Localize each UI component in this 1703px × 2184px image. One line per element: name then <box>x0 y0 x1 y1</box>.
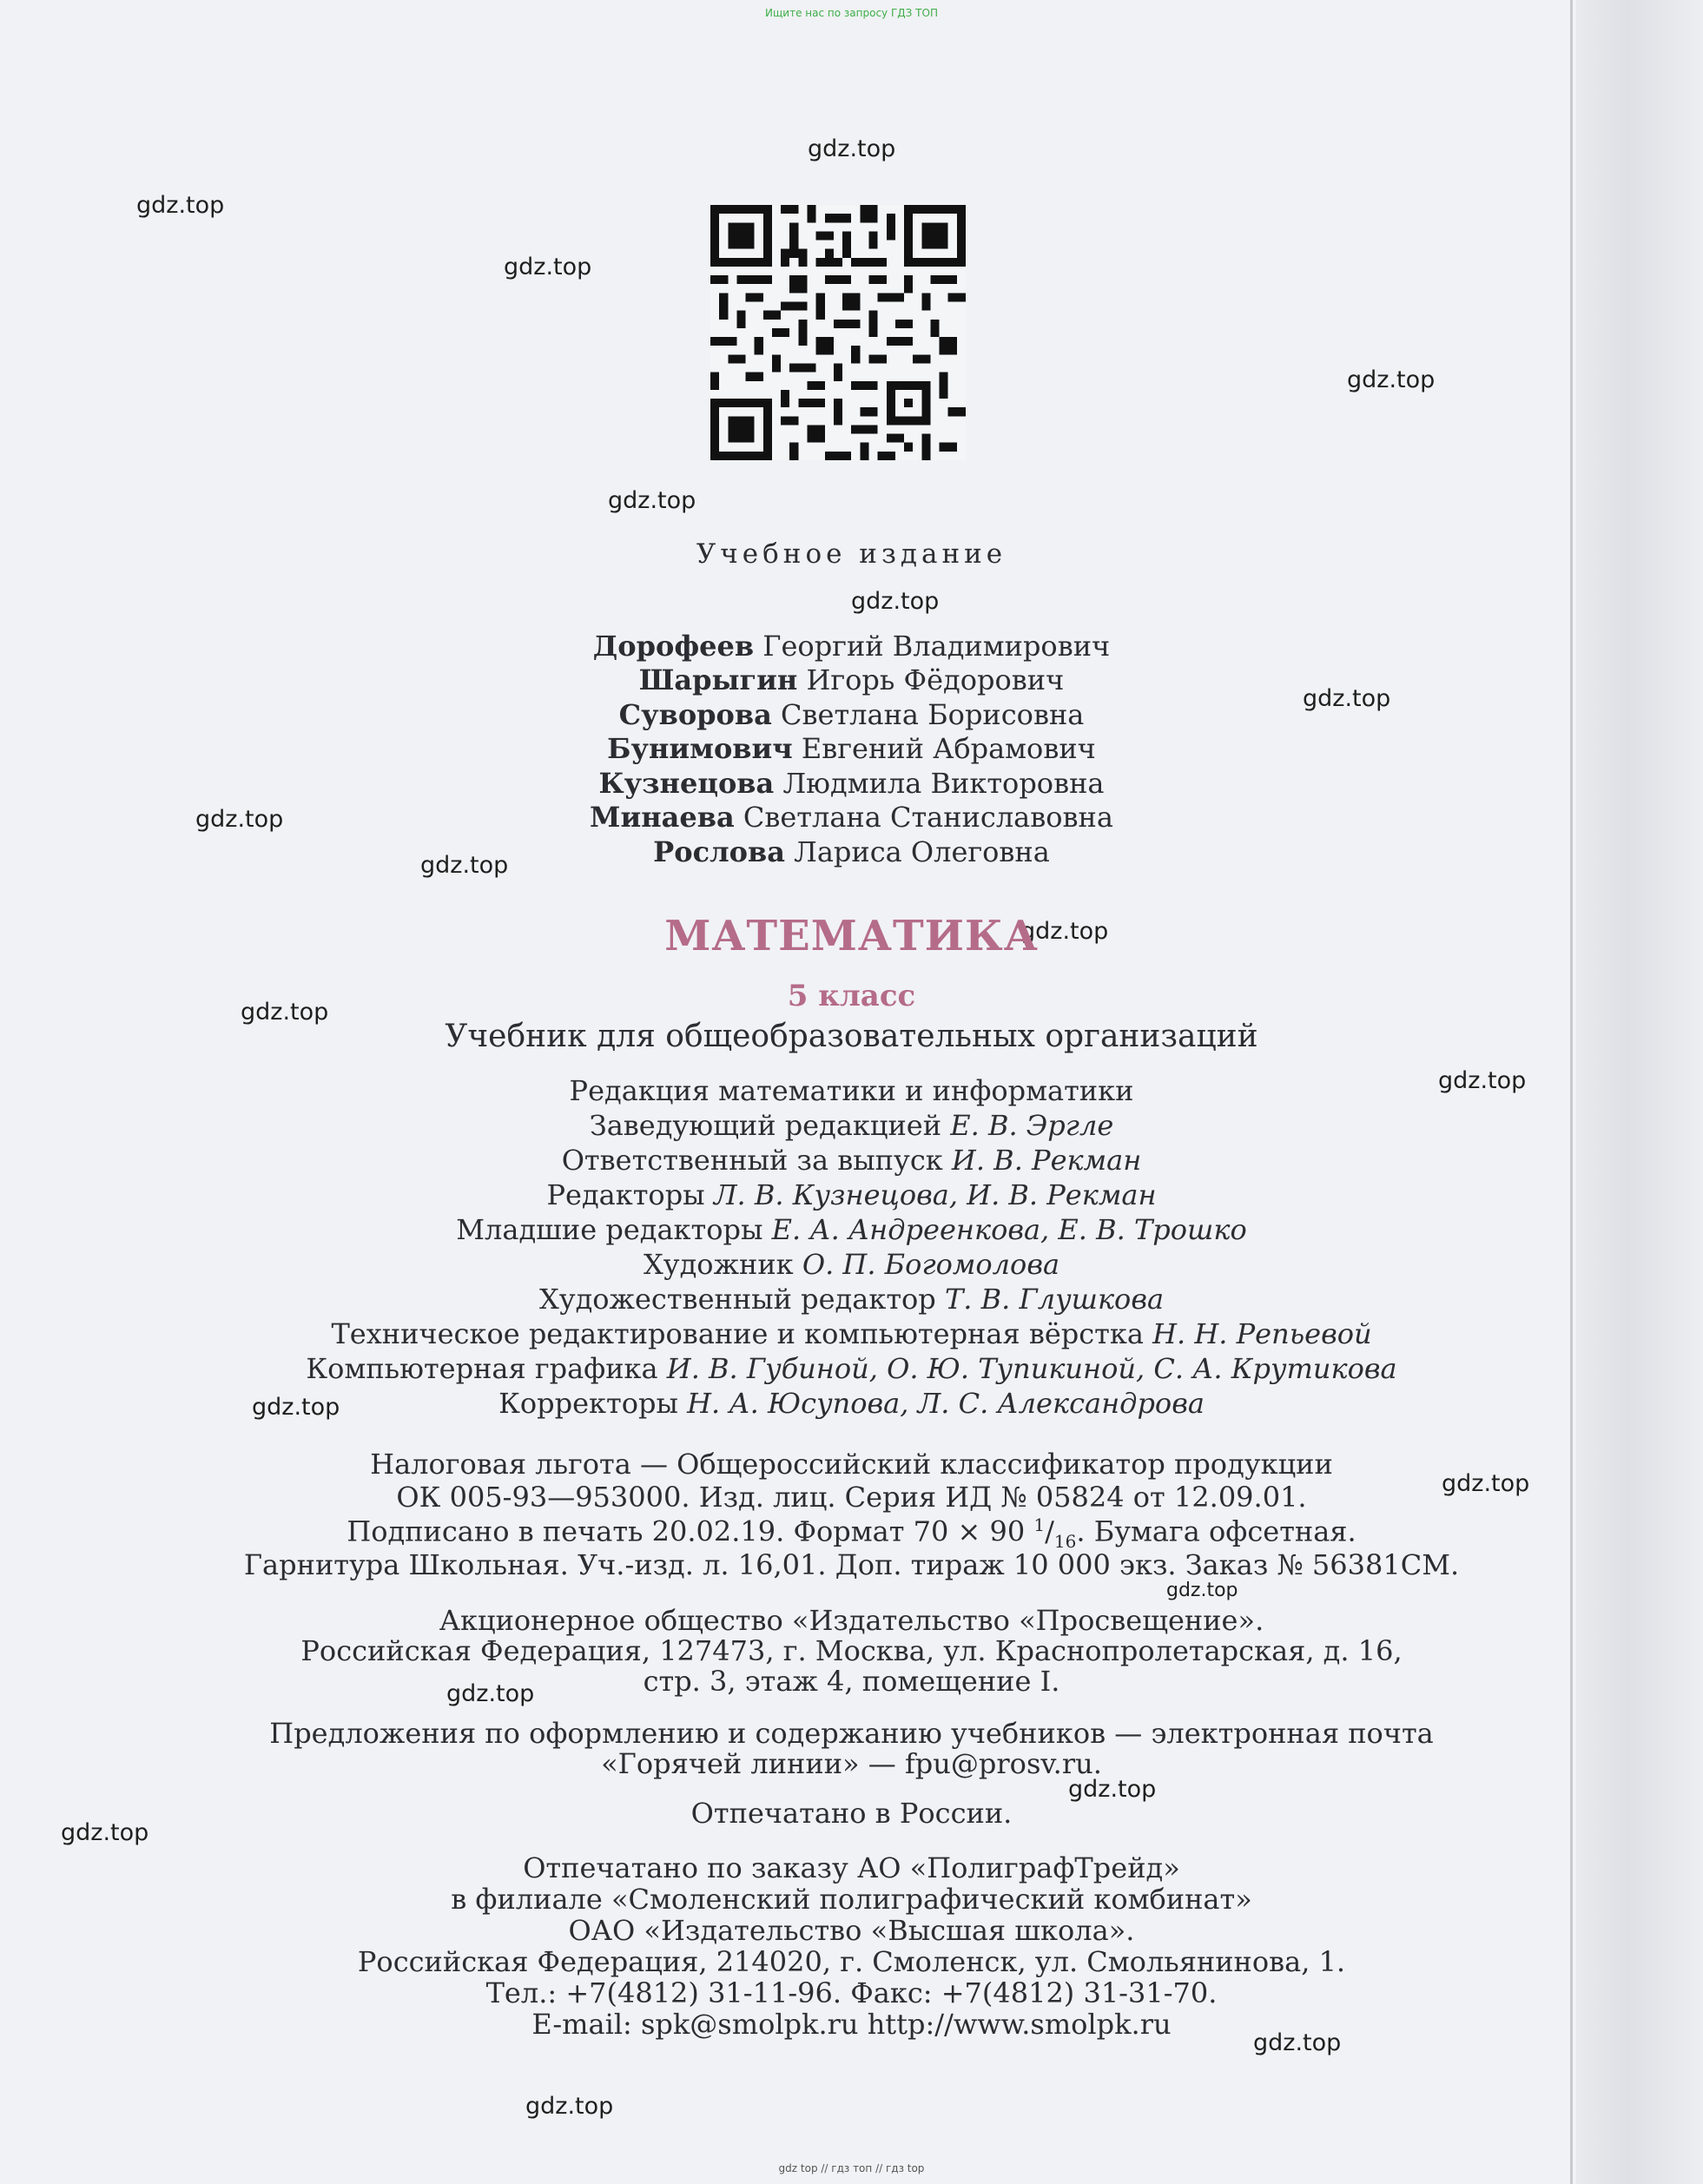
watermark: gdz.top <box>420 852 509 879</box>
watermark: gdz.top <box>1438 1067 1527 1094</box>
top-promo-note: Ищите нас по запросу ГДЗ ТОП <box>765 7 938 19</box>
credit-person: И. В. Губиной, О. Ю. Тупикиной, С. А. Крутикова <box>666 1352 1397 1385</box>
credit-line <box>0 1074 1703 1107</box>
edition-type: Учебное издание <box>696 538 1007 570</box>
suggestion-line: Предложения по оформлению и содержанию учебников — электронная почта <box>269 1717 1434 1750</box>
watermark: gdz.top <box>1166 1580 1238 1601</box>
author-name: Георгий Владимирович <box>762 630 1111 663</box>
credit-role: Техническое редактирование и компьютерная вёрстка <box>331 1317 1144 1350</box>
credit-line <box>0 1178 1703 1211</box>
credit-role: Ответственный за выпуск <box>561 1144 943 1177</box>
credit-person: Е. В. Эргле <box>950 1109 1114 1142</box>
credit-role: Редакция математики и информатики <box>569 1074 1134 1107</box>
watermark: gdz.top <box>851 588 940 615</box>
book-subtitle: Учебник для общеобразовательных организаций <box>445 1019 1258 1054</box>
credit-person: Л. В. Кузнецова, И. В. Рекман <box>713 1178 1157 1211</box>
credit-role: Младшие редакторы <box>456 1213 763 1246</box>
watermark: gdz.top <box>1020 918 1109 945</box>
imprint-line: Налоговая льгота — Общероссийский классификатор продукции <box>370 1448 1333 1481</box>
printer-line: Отпечатано по заказу АО «ПолиграфТрейд» <box>523 1851 1180 1884</box>
watermark: gdz.top <box>525 2093 614 2120</box>
book-title: МАТЕМАТИКА <box>664 912 1039 960</box>
author-line <box>0 630 1703 663</box>
printer-line: Российская Федерация, 214020, г. Смоленск, ул. Смольянинова, 1. <box>357 1945 1346 1978</box>
printer-line: в филиале «Смоленский полиграфический комбинат» <box>451 1883 1252 1916</box>
credit-role: Редакторы <box>546 1178 705 1211</box>
author-line <box>0 767 1703 800</box>
watermark: gdz.top <box>61 1819 149 1846</box>
watermark: gdz.top <box>608 487 696 514</box>
author-name: Евгений Абрамович <box>801 732 1096 765</box>
credit-role: Художественный редактор <box>538 1283 936 1316</box>
grade-label: 5 класс <box>787 979 916 1013</box>
printer-line: Тел.: +7(4812) 31-11-96. Факс: +7(4812) 31-31-70. <box>485 1976 1218 2009</box>
credit-line <box>0 1352 1703 1385</box>
author-name: Светлана Борисовна <box>781 698 1085 731</box>
author-surname: Дорофеев <box>592 630 755 663</box>
watermark: gdz.top <box>195 806 284 833</box>
watermark: gdz.top <box>808 135 896 162</box>
credit-person: Н. А. Юсупова, Л. С. Александрова <box>687 1387 1205 1420</box>
fraction-numerator: 1 <box>1033 1514 1046 1535</box>
imprint-line: Подписано в печать 20.02.19. Формат 70 × 90 $^1/_{16}$. Бумага офсетная. <box>347 1514 1356 1553</box>
author-name: Людмила Викторовна <box>782 767 1105 800</box>
credit-role: Заведующий редакцией <box>589 1109 942 1142</box>
publisher-line: стр. 3, этаж 4, помещение I. <box>643 1665 1060 1698</box>
watermark: gdz.top <box>241 999 329 1026</box>
credit-person: О. П. Богомолова <box>802 1248 1060 1281</box>
credit-line <box>0 1387 1703 1420</box>
printer-line: ОАО «Издательство «Высшая школа». <box>568 1914 1135 1947</box>
printed-in: Отпечатано в России. <box>690 1797 1013 1830</box>
credit-line <box>0 1109 1703 1142</box>
author-surname: Шарыгин <box>638 663 798 696</box>
imprint-paper-text: . Бумага офсетная. <box>1076 1514 1356 1548</box>
credit-person: Н. Н. Репьевой <box>1152 1317 1372 1350</box>
imprint-line: Гарнитура Школьная. Уч.-изд. л. 16,01. Доп. тираж 10 000 экз. Заказ № 56381СМ. <box>243 1548 1460 1581</box>
author-line <box>0 732 1703 765</box>
credit-line <box>0 1248 1703 1281</box>
author-name: Лариса Олеговна <box>794 835 1050 868</box>
imprint-line: ОК 005-93—953000. Изд. лиц. Серия ИД № 05824 от 12.09.01. <box>396 1481 1307 1514</box>
credit-person: И. В. Рекман <box>951 1144 1142 1177</box>
credit-line <box>0 1144 1703 1177</box>
credit-role: Корректоры <box>498 1387 678 1420</box>
author-surname: Минаева <box>590 801 735 834</box>
credit-line <box>0 1213 1703 1246</box>
author-name: Светлана Станиславовна <box>743 801 1113 834</box>
publisher-line: Акционерное общество «Издательство «Просвещение». <box>439 1604 1264 1637</box>
author-surname: Рослова <box>653 835 785 868</box>
author-surname: Суворова <box>618 698 772 731</box>
watermark: gdz.top <box>446 1680 535 1707</box>
publisher-line: Российская Федерация, 127473, г. Москва, ул. Краснопролетарская, д. 16, <box>300 1634 1403 1667</box>
fraction-denominator: 16 <box>1053 1531 1077 1553</box>
watermark: gdz.top <box>1253 2029 1342 2056</box>
credit-line <box>0 1283 1703 1316</box>
author-surname: Бунимович <box>607 732 793 765</box>
author-surname: Кузнецова <box>598 767 775 800</box>
bottom-promo-note: gdz top // гдз топ // гдз top <box>778 2162 925 2174</box>
watermark: gdz.top <box>504 254 592 280</box>
credit-line <box>0 1317 1703 1350</box>
watermark: gdz.top <box>1347 366 1436 393</box>
author-line <box>0 835 1703 868</box>
imprint-format-text: Подписано в печать 20.02.19. Формат 70 × 90 <box>347 1514 1026 1548</box>
author-line <box>0 801 1703 834</box>
author-name: Игорь Фёдорович <box>806 663 1065 696</box>
watermark: gdz.top <box>252 1394 340 1421</box>
watermark: gdz.top <box>1303 685 1391 712</box>
suggestion-line: «Горячей линии» — fpu@prosv.ru. <box>601 1747 1102 1780</box>
credit-role: Художник <box>643 1248 794 1281</box>
credit-role: Компьютерная графика <box>306 1352 658 1385</box>
credit-person: Е. А. Андреенкова, Е. В. Трошко <box>771 1213 1247 1246</box>
watermark: gdz.top <box>1068 1776 1157 1803</box>
qr-code <box>710 201 966 464</box>
watermark: gdz.top <box>1442 1470 1530 1497</box>
printer-contact-line: E-mail: spk@smolpk.ru http://www.smolpk.ru <box>531 2008 1172 2041</box>
credit-person: Т. В. Глушкова <box>944 1283 1165 1316</box>
watermark: gdz.top <box>136 192 225 219</box>
author-line <box>0 663 1703 696</box>
